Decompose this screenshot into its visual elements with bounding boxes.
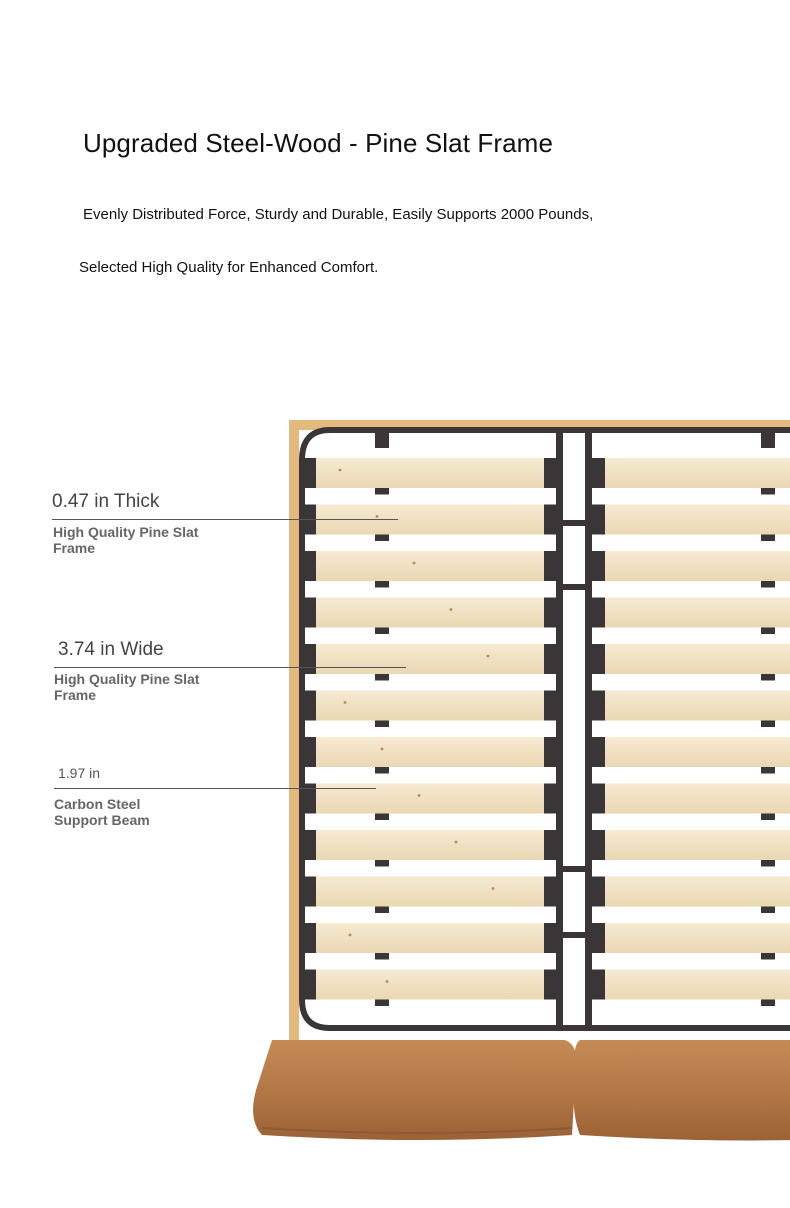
slat-end-cap — [590, 505, 605, 535]
slat-end-cap — [544, 644, 558, 674]
wood-knot — [487, 655, 490, 658]
beam-segment — [375, 432, 389, 448]
slat-end-cap — [590, 458, 605, 488]
slat-end-cap — [300, 970, 316, 1000]
thickness-label-line-1: High Quality Pine Slat — [53, 524, 199, 540]
slat-end-cap — [300, 737, 316, 767]
slat-end-cap — [544, 877, 558, 907]
slat-left — [315, 830, 547, 860]
slat-end-cap — [300, 691, 316, 721]
wood-knot — [413, 562, 416, 565]
slat-left — [315, 691, 547, 721]
slats — [300, 458, 790, 1000]
slat-right — [604, 551, 790, 581]
slat-left — [315, 737, 547, 767]
slat-right — [604, 505, 790, 535]
slat-left — [315, 923, 547, 953]
beam-label-line-2: Support Beam — [54, 812, 150, 828]
slat-end-cap — [544, 830, 558, 860]
slat-end-cap — [544, 784, 558, 814]
slat-end-cap — [590, 737, 605, 767]
slat-end-cap — [300, 458, 316, 488]
slat-right — [604, 970, 790, 1000]
wood-knot — [386, 980, 389, 983]
center-beam — [556, 430, 592, 1028]
slat-right — [604, 691, 790, 721]
wood-knot — [344, 701, 347, 704]
slat-left — [315, 644, 547, 674]
slat-right — [604, 830, 790, 860]
slat-right — [604, 877, 790, 907]
thickness-label — [53, 524, 198, 556]
slat-end-cap — [590, 923, 605, 953]
thickness-value: 0.47 in Thick — [52, 491, 160, 512]
beam-label — [54, 796, 150, 828]
slat-end-cap — [544, 598, 558, 628]
description-line-2: Selected High Quality for Enhanced Comfort. — [79, 259, 379, 276]
slat-left — [315, 458, 547, 488]
page-title: Upgraded Steel-Wood - Pine Slat Frame — [83, 128, 553, 158]
slat-right — [604, 644, 790, 674]
slat-left — [315, 598, 547, 628]
slat-left — [315, 970, 547, 1000]
slat-end-cap — [590, 830, 605, 860]
slat-end-cap — [590, 784, 605, 814]
wood-knot — [376, 515, 379, 518]
wood-knot — [418, 794, 421, 797]
beam-value: 1.97 in — [58, 765, 101, 781]
thickness-callout-line — [52, 519, 398, 520]
width-value: 3.74 in Wide — [58, 639, 164, 660]
slat-end-cap — [590, 691, 605, 721]
wood-knot — [450, 608, 453, 611]
slat-end-cap — [544, 737, 558, 767]
slat-right — [604, 737, 790, 767]
slat-end-cap — [590, 970, 605, 1000]
slat-end-cap — [300, 923, 316, 953]
slat-end-cap — [300, 830, 316, 860]
slat-end-cap — [300, 598, 316, 628]
beam-label-line-1: Carbon Steel — [54, 796, 141, 812]
slat-end-cap — [300, 644, 316, 674]
width-label — [54, 671, 199, 703]
slat-right — [604, 923, 790, 953]
slat-end-cap — [590, 598, 605, 628]
slat-end-cap — [300, 877, 316, 907]
beam-callout-line — [54, 788, 376, 789]
width-label-line-1: High Quality Pine Slat — [54, 671, 200, 687]
cushion — [253, 1040, 790, 1140]
wood-knot — [492, 887, 495, 890]
slat-end-cap — [590, 877, 605, 907]
slat-end-cap — [544, 691, 558, 721]
thickness-label-line-2: Frame — [53, 540, 96, 556]
wood-knot — [455, 841, 458, 844]
slat-end-cap — [590, 644, 605, 674]
wood-knot — [339, 469, 342, 472]
wood-knot — [349, 934, 352, 937]
slat-end-cap — [300, 551, 316, 581]
slat-end-cap — [544, 505, 558, 535]
width-label-line-2: Frame — [54, 687, 97, 703]
beam-segment — [761, 432, 775, 448]
slat-end-cap — [544, 551, 558, 581]
slat-right — [604, 784, 790, 814]
description-line-1: Evenly Distributed Force, Sturdy and Durable, Easily Supports 2000 Pounds, — [83, 206, 594, 223]
slat-right — [604, 598, 790, 628]
slat-left — [315, 551, 547, 581]
slat-end-cap — [590, 551, 605, 581]
width-callout-line — [54, 667, 406, 668]
slat-end-cap — [544, 458, 558, 488]
wood-knot — [381, 748, 384, 751]
slat-end-cap — [544, 970, 558, 1000]
slat-left — [315, 877, 547, 907]
slat-end-cap — [544, 923, 558, 953]
slat-right — [604, 458, 790, 488]
